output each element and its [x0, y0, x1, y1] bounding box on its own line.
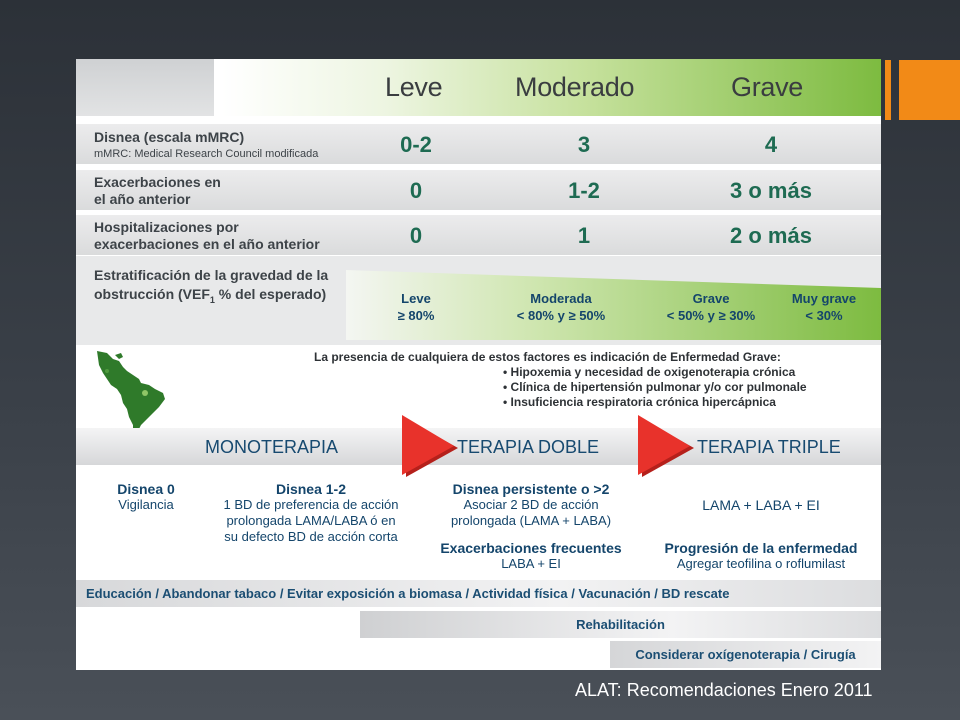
- orange-accent-bar-wide: [899, 60, 960, 120]
- exacerbaciones-grave-value: 3 o más: [730, 178, 812, 203]
- arrow-right-icon: [402, 413, 460, 483]
- header-leve: Leve: [385, 72, 443, 102]
- hospitalizaciones-grave-value: 2 o más: [730, 223, 812, 248]
- orange-accent-bar-thin: [885, 60, 891, 120]
- header-moderado: Moderado: [515, 72, 635, 102]
- copd-classification-table: [76, 59, 881, 670]
- therapy-triple: TERAPIA TRIPLE: [697, 437, 841, 457]
- disnea-moderado-value: 3: [577, 132, 591, 157]
- obstruction-leve: Leve ≥ 80%: [397, 291, 435, 323]
- rehabilitation-bar: [360, 611, 881, 638]
- rehabilitation-bar-text: Rehabilitación: [576, 617, 665, 632]
- hospitalizaciones-leve-value: 0: [409, 223, 423, 248]
- column-exacerbaciones-frecuentes: Exacerbaciones frecuentes LABA + EI: [440, 540, 622, 571]
- exacerbaciones-moderado-value: 1-2: [568, 178, 600, 203]
- column-disnea-persistente: Disnea persistente o >2 Asociar 2 BD de acción prolongada (LAMA + LABA): [450, 481, 612, 528]
- column-disnea-0: Disnea 0 Vigilancia: [117, 481, 175, 512]
- disnea-grave-value: 4: [764, 132, 778, 157]
- row-exacerbaciones: [76, 170, 881, 210]
- obstruction-grave: Grave < 50% y ≥ 30%: [666, 291, 756, 323]
- column-progresion: Progresión de la enfermedad Agregar teofilina o roflumilast: [664, 540, 858, 571]
- education-bar: [76, 580, 881, 607]
- row-exacerbaciones-label2: el año anterior: [94, 191, 191, 207]
- disnea-leve-value: 0-2: [400, 132, 432, 157]
- hospitalizaciones-moderado-value: 1: [577, 223, 591, 248]
- column-triple-text: LAMA + LABA + EI: [702, 497, 820, 513]
- oxygen-surgery-bar: [610, 641, 881, 668]
- row-disnea-label: Disnea (escala mMRC): [94, 129, 245, 145]
- exacerbaciones-leve-value: 0: [409, 178, 423, 203]
- obstruction-moderada: Moderada < 80% y ≥ 50%: [516, 291, 606, 323]
- severe-disease-notice-title: La presencia de cualquiera de estos factores es indicación de Enfermedad Grave:: [314, 350, 781, 364]
- row-hospitalizaciones-label1: Hospitalizaciones por: [94, 219, 239, 235]
- row-hospitalizaciones: [76, 215, 881, 255]
- header-blank-cell: [76, 59, 214, 116]
- obstruction-label2: obstrucción ($VEF_1$ % del esperado): [94, 286, 327, 305]
- notice-item-hipertension: • Clínica de hipertensión pulmonar y/o cor pulmonale: [503, 380, 807, 394]
- education-bar-text: Educación / Abandonar tabaco / Evitar exposición a biomasa / Actividad física / Vacunación / BD rescate: [86, 586, 730, 601]
- arrow-right-icon: [638, 413, 696, 483]
- header-grave: Grave: [731, 72, 804, 102]
- therapy-doble: TERAPIA DOBLE: [457, 437, 600, 457]
- notice-item-insuficiencia: • Insuficiencia respiratoria crónica hipercápnica: [503, 395, 776, 409]
- column-disnea-1-2: Disnea 1-2 1 BD de preferencia de acción prolongada LAMA/LABA ó en su defecto BD de acción corta: [223, 481, 399, 544]
- oxygen-surgery-bar-text: Considerar oxígenoterapia / Cirugía: [635, 647, 856, 662]
- row-disnea: [76, 124, 881, 164]
- row-exacerbaciones-label1: Exacerbaciones en: [94, 174, 221, 190]
- source-citation: ALAT: Recomendaciones Enero 2011: [575, 680, 873, 700]
- therapy-mono: MONOTERAPIA: [205, 437, 339, 457]
- notice-item-hipoxemia: • Hipoxemia y necesidad de oxigenoterapia crónica: [503, 365, 796, 379]
- row-disnea-sublabel: mMRC: Medical Research Council modificada: [94, 148, 319, 160]
- obstruction-muy-grave: Muy grave < 30%: [791, 291, 857, 323]
- latin-america-map-logo: [93, 349, 170, 435]
- obstruction-label1: Estratificación de la gravedad de la: [94, 267, 329, 283]
- row-hospitalizaciones-label2: exacerbaciones en el año anterior: [94, 236, 320, 252]
